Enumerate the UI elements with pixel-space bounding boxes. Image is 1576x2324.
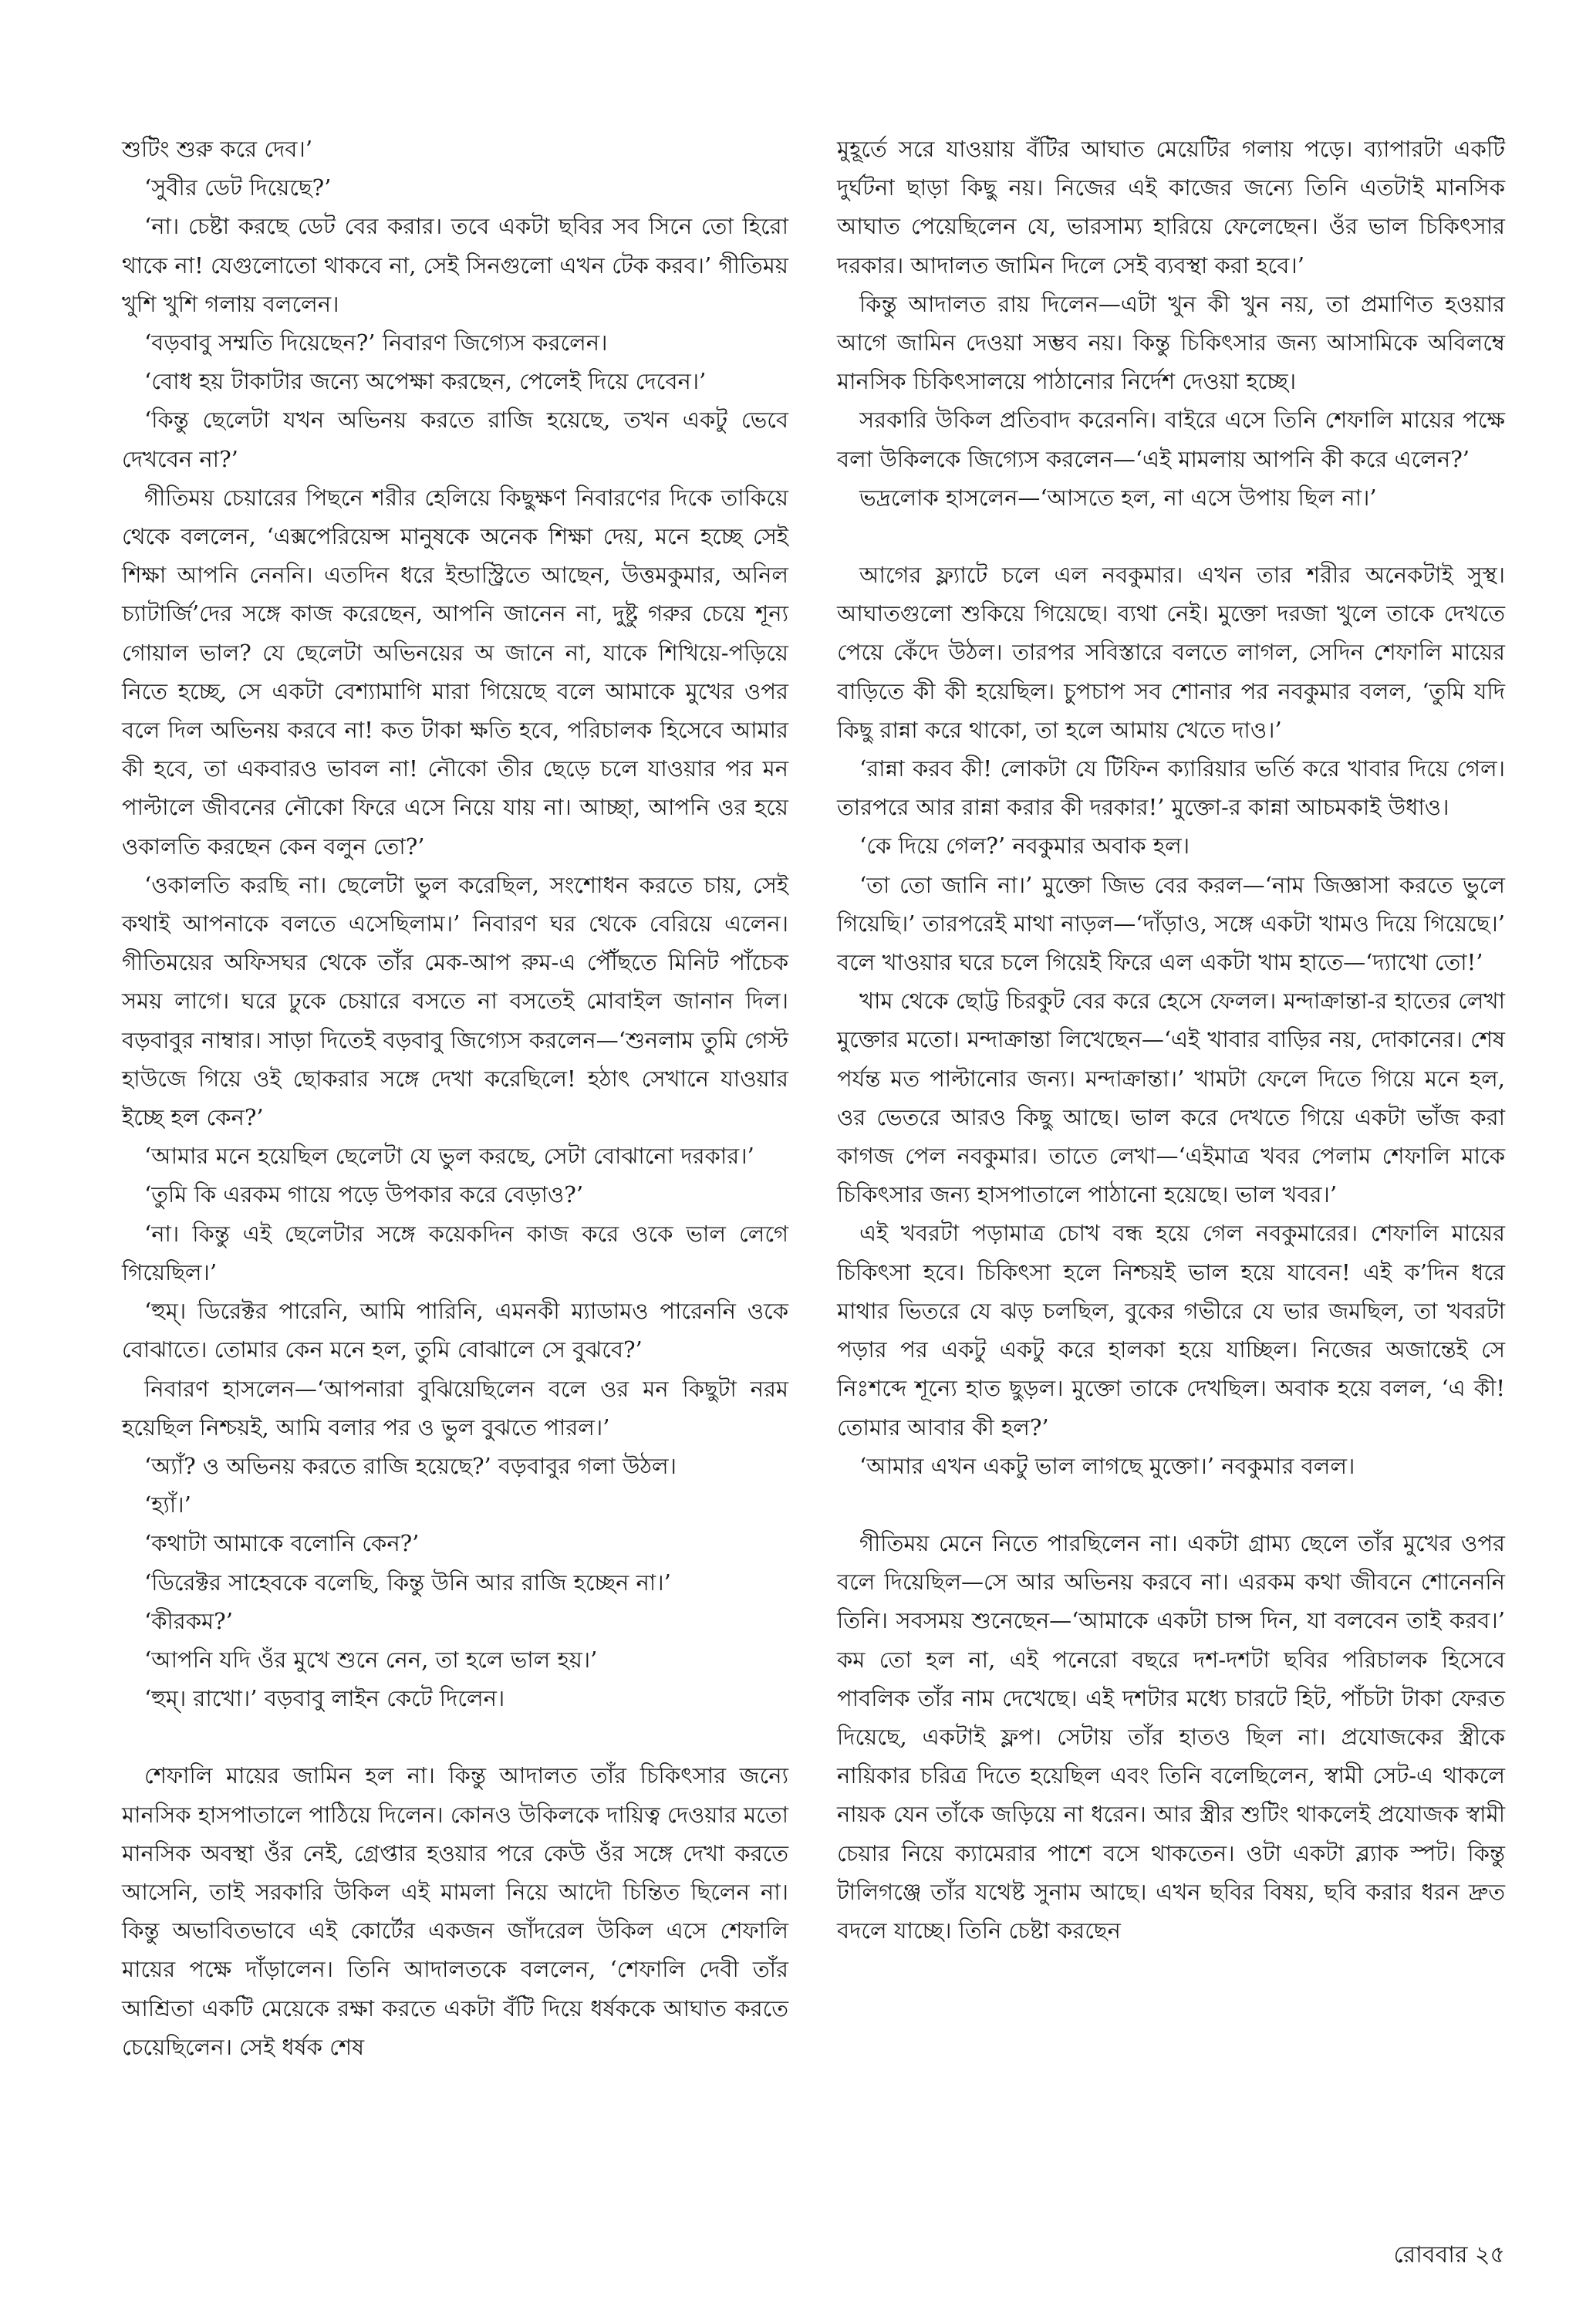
paragraph: গীতিময় চেয়ারের পিছনে শরীর হেলিয়ে কিছুক্ষণ নিবারণের দিকে তাকিয়ে থেকে বললেন, ‘এক্সপেরিয়েন্স মানুষকে অনেক শিক্ষা দেয়, মনে হচ্ছে সেই শিক্ষা আপনি নেননি। এতদিন ধরে ইন্ডাস্ট্রিতে আছেন, উত্তমকুমার, অনিল চ্যাটার্জি’দের সঙ্গে কাজ করেছেন, আপনি জানেন না, দুষ্টু গরুর চেয়ে শূন্য গোয়াল ভাল? যে ছেলেটা অভিনয়ের অ জানে না, যাকে শিখিয়ে-পড়িয়ে নিতে হচ্ছে, সে একটা বেশ্যামাগি মারা গিয়েছে বলে আমাকে মুখের ওপর বলে দিল অভিনয় করবে না! কত টাকা ক্ষতি হবে, পরিচালক হিসেবে আমার কী হবে, তা একবারও ভাবল না! নৌকো তীর ছেড়ে চলে যাওয়ার পর মন পাল্টালে জীবনের নৌকো ফিরে এসে নিয়ে যায় না। আচ্ছা, আপনি ওর হয়ে ওকালতি করছেন কেন বলুন তো?’ bbox=[122, 484, 788, 860]
paragraph: ‘রান্না করব কী! লোকটা যে টিফিন ক্যারিয়ার ভর্তি করে খাবার দিয়ে গেল। তারপরে আর রান্না করার কী দরকার!’ মুক্তো-র কান্না আচমকাই উধাও। bbox=[837, 755, 1505, 821]
paragraph: ‘অ্যাঁ? ও অভিনয় করতে রাজি হয়েছে?’ বড়বাবুর গলা উঠল। bbox=[144, 1452, 677, 1479]
paragraph: শেফালি মায়ের জামিন হল না। কিন্তু আদালত তাঁর চিকিৎসার জন্যে মানসিক হাসপাতালে পাঠিয়ে দিলেন। কোনও উকিলকে দায়িত্ব দেওয়ার মতো মানসিক অবস্থা ওঁর নেই, গ্রেপ্তার হওয়ার পরে কেউ ওঁর সঙ্গে দেখা করতে আসেনি, তাই সরকারি উকিল এই মামলা নিয়ে আদৌ চিন্তিত ছিলেন না। কিন্তু অভাবিতভাবে এই কোর্টের একজন জাঁদরেল উকিল এসে শেফালি মায়ের পক্ষে দাঁড়ালেন। তিনি আদালতকে বললেন, ‘শেফালি দেবী তাঁর আশ্রিতা একটি মেয়েকে রক্ষা করতে একটা বঁটি দিয়ে ধর্ষককে আঘাত করতে চেয়েছিলেন। সেই ধর্ষক শেষ bbox=[122, 1762, 788, 2060]
paragraph: ‘ডিরেক্টর সাহেবকে বলেছি, কিন্তু উনি আর রাজি হচ্ছেন না।’ bbox=[144, 1569, 671, 1596]
paragraph: কিন্তু আদালত রায় দিলেন—এটা খুন কী খুন নয়, তা প্রমাণিত হওয়ার আগে জামিন দেওয়া সম্ভব নয়। কিন্তু চিকিৎসার জন্য আসামিকে অবিলম্বে মানসিক চিকিৎসালয়ে পাঠানোর নির্দেশ দেওয়া হচ্ছে। bbox=[837, 290, 1505, 395]
paragraph: আগের ফ্ল্যাটে চলে এল নবকুমার। এখন তার শরীর অনেকটাই সুস্থ। আঘাতগুলো শুকিয়ে গিয়েছে। ব্যথা নেই। মুক্তো দরজা খুলে তাকে দেখতে পেয়ে কেঁদে উঠল। তারপর সবিস্তারে বলতে লাগল, সেদিন শেফালি মায়ের বাড়িতে কী কী হয়েছিল। চুপচাপ সব শোনার পর নবকুমার বলল, ‘তুমি যদি কিছু রান্না করে থাকো, তা হলে আমায় খেতে দাও।’ bbox=[837, 562, 1505, 743]
magazine-name: রোববার bbox=[1393, 2241, 1468, 2268]
paragraph: ‘সুবীর ডেট দিয়েছে?’ bbox=[144, 174, 332, 201]
paragraph: ‘বড়বাবু সম্মতি দিয়েছেন?’ নিবারণ জিগ্যেস করলেন। bbox=[144, 329, 608, 356]
page-footer bbox=[1393, 2236, 1505, 2275]
paragraph: ‘কীরকম?’ bbox=[144, 1607, 233, 1634]
paragraph: ‘বোধ হয় টাকাটার জন্যে অপেক্ষা করছেন, পেলেই দিয়ে দেবেন।’ bbox=[144, 368, 707, 395]
paragraph: গীতিময় মেনে নিতে পারছিলেন না। একটা গ্রাম্য ছেলে তাঁর মুখের ওপর বলে দিয়েছিল—সে আর অভিনয় করবে না। এরকম কথা জীবনে শোনেননি তিনি। সবসময় শুনেছেন—‘আমাকে একটা চান্স দিন, যা বলবেন তাই করব।’ কম তো হল না, এই পনেরো বছরে দশ-দশটা ছবির পরিচালক হিসেবে পাবলিক তাঁর নাম দেখেছে। এই দশটার মধ্যে চারটে হিট, পাঁচটা টাকা ফেরত দিয়েছে, একটাই ফ্লপ। সেটায় তাঁর হাতও ছিল না। প্রযোজকের স্ত্রীকে নায়িকার চরিত্র দিতে হয়েছিল এবং তিনি বলেছিলেন, স্বামী সেট-এ থাকলে নায়ক যেন তাঁকে জড়িয়ে না ধরেন। আর স্ত্রীর শুটিং থাকলেই প্রযোজক স্বামী চেয়ার নিয়ে ক্যামেরার পাশে বসে থাকতেন। ওটা একটা ব্ল্যাক স্পট। কিন্তু টালিগঞ্জে তাঁর যথেষ্ট সুনাম আছে। এখন ছবির বিষয়, ছবি করার ধরন দ্রুত বদলে যাচ্ছে। তিনি চেষ্টা করছেন bbox=[837, 1529, 1505, 1944]
paragraph: সরকারি উকিল প্রতিবাদ করেননি। বাইরে এসে তিনি শেফালি মায়ের পক্ষে বলা উকিলকে জিগ্যেস করলেন—‘এই মামলায় আপনি কী করে এলেন?’ bbox=[837, 407, 1505, 472]
paragraph: ‘আপনি যদি ওঁর মুখে শুনে নেন, তা হলে ভাল হয়।’ bbox=[144, 1646, 598, 1673]
paragraph: ভদ্রলোক হাসলেন—‘আসতে হল, না এসে উপায় ছিল না।’ bbox=[859, 484, 1377, 511]
paragraph: ‘হ্যাঁ।’ bbox=[144, 1491, 191, 1518]
paragraph: ‘ওকালতি করছি না। ছেলেটা ভুল করেছিল, সংশোধন করতে চায়, সেই কথাই আপনাকে বলতে এসেছিলাম।’ নিবারণ ঘর থেকে বেরিয়ে এলেন। গীতিময়ের অফিসঘর থেকে তাঁর মেক-আপ রুম-এ পৌঁছতে মিনিট পাঁচেক সময় লাগে। ঘরে ঢুকে চেয়ারে বসতে না বসতেই মোবাইল জানান দিল। বড়বাবুর নাম্বার। সাড়া দিতেই বড়বাবু জিগ্যেস করলেন—‘শুনলাম তুমি গেস্ট হাউজে গিয়ে ওই ছোকরার সঙ্গে দেখা করেছিলে! হঠাৎ সেখানে যাওয়ার ইচ্ছে হল কেন?’ bbox=[122, 871, 788, 1131]
paragraph: ‘আমার মনে হয়েছিল ছেলেটা যে ভুল করছে, সেটা বোঝানো দরকার।’ bbox=[144, 1143, 754, 1170]
paragraph: ‘না। চেষ্টা করছে ডেট বের করার। তবে একটা ছবির সব সিনে তো হিরো থাকে না! যেগুলোতো থাকবে না, সেই সিনগুলো এখন টেক করব।’ গীতিময় খুশি খুশি গলায় বললেন। bbox=[122, 213, 788, 317]
paragraph: ‘হুম্। ডিরেক্টর পারেনি, আমি পারিনি, এমনকী ম্যাডামও পারেননি ওকে বোঝাতে। তোমার কেন মনে হল, তুমি বোঝালে সে বুঝবে?’ bbox=[122, 1298, 788, 1363]
paragraph: ‘আমার এখন একটু ভাল লাগছে মুক্তো।’ নবকুমার বলল। bbox=[859, 1452, 1355, 1479]
paragraph: মুহূর্তে সরে যাওয়ায় বঁটির আঘাত মেয়েটির গলায় পড়ে। ব্যাপারটা একটি দুর্ঘটনা ছাড়া কিছু নয়। নিজের এই কাজের জন্যে তিনি এতটাই মানসিক আঘাত পেয়েছিলেন যে, ভারসাম্য হারিয়ে ফেলেছেন। ওঁর ভাল চিকিৎসার দরকার। আদালত জামিন দিলে সেই ব্যবস্থা করা হবে।’ bbox=[837, 136, 1505, 279]
left-column bbox=[122, 130, 788, 2066]
paragraph: ‘তা তো জানি না।’ মুক্তো জিভ বের করল—‘নাম জিজ্ঞাসা করতে ভুলে গিয়েছি।’ তারপরেই মাথা নাড়ল—‘দাঁড়াও, সঙ্গে একটা খামও দিয়ে গিয়েছে।’ বলে খাওয়ার ঘরে চলে গিয়েই ফিরে এল একটা খাম হাতে—‘দ্যাখো তো!’ bbox=[837, 871, 1505, 976]
page-number: ২৫ bbox=[1475, 2241, 1505, 2268]
paragraph: এই খবরটা পড়ামাত্র চোখ বন্ধ হয়ে গেল নবকুমারের। শেফালি মায়ের চিকিৎসা হবে। চিকিৎসা হলে নিশ্চয়ই ভাল হয়ে যাবেন! এই ক’দিন ধরে মাথার ভিতরে যে ঝড় চলছিল, বুকের গভীরে যে ভার জমছিল, তা খবরটা পড়ার পর একটু একটু করে হালকা হয়ে যাচ্ছিল। নিজের অজান্তেই সে নিঃশব্দে শূন্যে হাত ছুড়ল। মুক্তো তাকে দেখছিল। অবাক হয়ে বলল, ‘এ কী! তোমার আবার কী হল?’ bbox=[837, 1220, 1505, 1441]
paragraph: নিবারণ হাসলেন—‘আপনারা বুঝিয়েছিলেন বলে ওর মন কিছুটা নরম হয়েছিল নিশ্চয়ই, আমি বলার পর ও ভুল বুঝতে পারল।’ bbox=[122, 1375, 788, 1441]
paragraph: ‘কে দিয়ে গেল?’ নবকুমার অবাক হল। bbox=[859, 833, 1190, 860]
paragraph: ‘কিন্তু ছেলেটা যখন অভিনয় করতে রাজি হয়েছে, তখন একটু ভেবে দেখবেন না?’ bbox=[122, 407, 788, 472]
right-column bbox=[837, 130, 1505, 1950]
paragraph: ‘না। কিন্তু এই ছেলেটার সঙ্গে কয়েকদিন কাজ করে ওকে ভাল লেগে গিয়েছিল।’ bbox=[122, 1220, 788, 1285]
paragraph: খাম থেকে ছোট্ট চিরকুট বের করে হেসে ফেলল। মন্দাক্রান্তা-র হাতের লেখা মুক্তোর মতো। মন্দাক্রান্তা লিখেছেন—‘এই খাবার বাড়ির নয়, দোকানের। শেষ পর্যন্ত মত পাল্টানোর জন্য। মন্দাক্রান্তা।’ খামটা ফেলে দিতে গিয়ে মনে হল, ওর ভেতরে আরও কিছু আছে। ভাল করে দেখতে গিয়ে একটা ভাঁজ করা কাগজ পেল নবকুমার। তাতে লেখা—‘এইমাত্র খবর পেলাম শেফালি মাকে চিকিৎসার জন্য হাসপাতালে পাঠানো হয়েছে। ভাল খবর।’ bbox=[837, 988, 1505, 1208]
paragraph: শুটিং শুরু করে দেব।’ bbox=[122, 136, 313, 162]
paragraph: ‘হুম্। রাখো।’ বড়বাবু লাইন কেটে দিলেন। bbox=[144, 1685, 505, 1712]
paragraph: ‘কথাটা আমাকে বলোনি কেন?’ bbox=[144, 1530, 420, 1557]
paragraph: ‘তুমি কি এরকম গায়ে পড়ে উপকার করে বেড়াও?’ bbox=[144, 1181, 584, 1208]
